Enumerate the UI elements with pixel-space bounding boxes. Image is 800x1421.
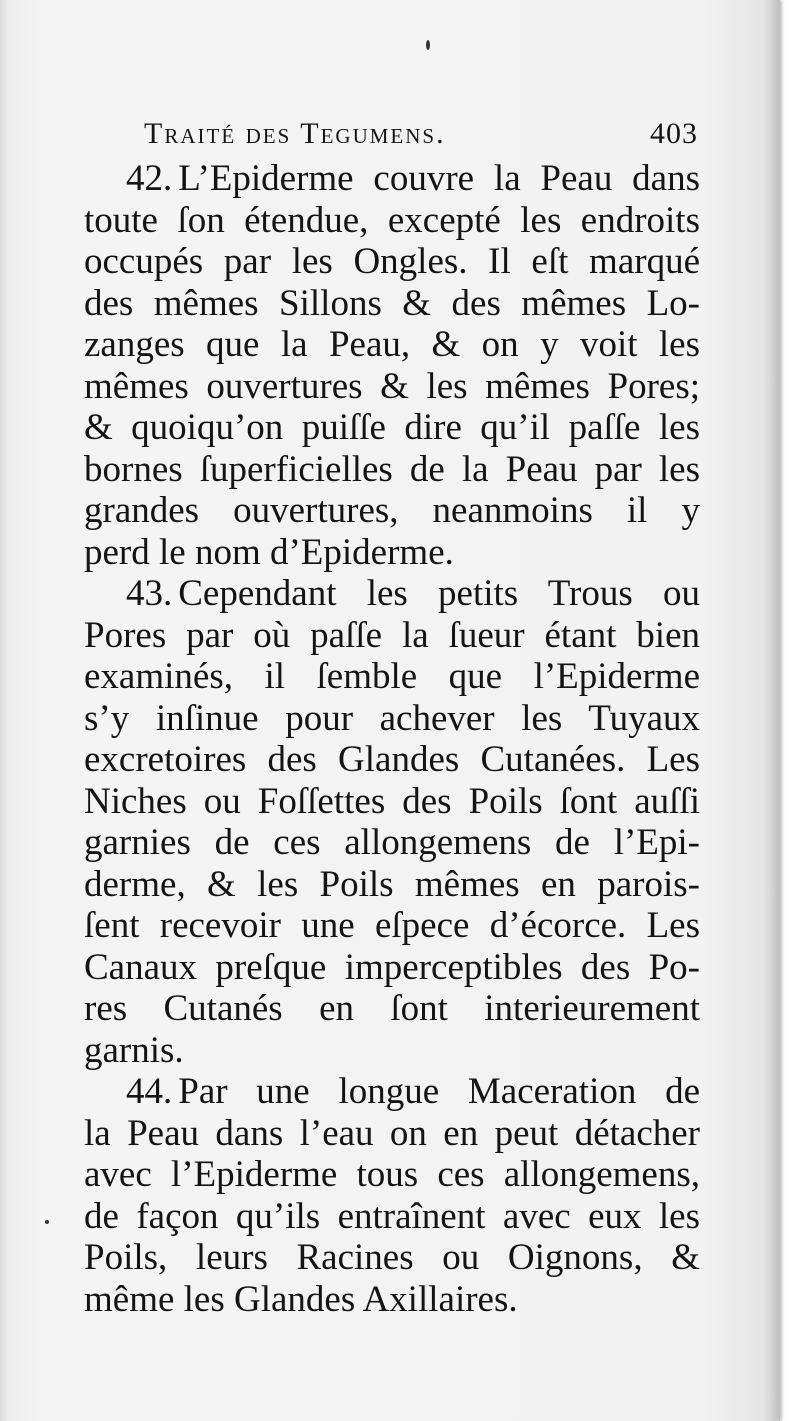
text-line: même les Glandes Axillaires.: [84, 1278, 518, 1320]
text-line: s’y inſinue pour achever les Tuyaux: [84, 697, 700, 739]
text-line: mêmes ouvertures & les mêmes Pores;: [84, 365, 700, 407]
text-line: Niches ou Foſſettes des Poils ſont auſſi: [84, 780, 700, 822]
text-line: occupés par les Ongles. Il eſt marqué: [84, 241, 700, 282]
text-line: Canaux preſque imperceptibles des Po-: [84, 946, 700, 988]
paragraph-42: [84, 158, 700, 573]
ink-speck: [45, 1220, 49, 1224]
text-block: [84, 112, 700, 1320]
text-line: bornes ſuperficielles de la Peau par les: [84, 448, 700, 490]
text-line: 44. Par une longue Maceration de: [126, 1071, 700, 1112]
paragraph-number: 43.: [126, 573, 173, 614]
text-line: Pores par où paſſe la ſueur étant bien: [84, 614, 700, 656]
text-line: toute ſon étendue, excepté les endroits: [84, 199, 700, 241]
text-line: garnis.: [84, 1029, 184, 1071]
text-line: res Cutanés en ſont interieurement: [84, 988, 700, 1029]
text-line: des mêmes Sillons & des mêmes Lo-: [84, 282, 700, 324]
text-line: 43. Cependant les petits Trous ou: [126, 573, 700, 614]
text-line: perd le nom d’Epiderme.: [84, 531, 454, 573]
running-head: [84, 112, 700, 158]
running-title: Traité des Tegumens.: [144, 117, 446, 150]
text-line: ſent recevoir une eſpece d’écorce. Les: [84, 905, 700, 946]
text-line: zanges que la Peau, & on y voit les: [84, 324, 700, 365]
ink-speck: [426, 40, 430, 50]
paragraph-44: [84, 1071, 700, 1320]
text-line: & quoiqu’on puiſſe dire qu’il paſſe les: [84, 407, 700, 448]
text-line: garnies de ces allongemens de l’Epi-: [84, 822, 700, 863]
text-line: examinés, il ſemble que l’Epiderme: [84, 656, 700, 697]
paragraph-number: 44.: [126, 1071, 173, 1112]
text-line: 42. L’Epiderme couvre la Peau dans: [126, 158, 700, 199]
text-line: derme, & les Poils mêmes en parois-: [84, 863, 700, 905]
text-line: Poils, leurs Racines ou Oignons, &: [84, 1237, 700, 1278]
text-line: la Peau dans l’eau on en peut détacher: [84, 1112, 700, 1154]
text-line: de façon qu’ils entraînent avec eux les: [84, 1195, 700, 1237]
paragraph-43: [84, 573, 700, 1071]
text-line: grandes ouvertures, neanmoins il y: [84, 490, 700, 531]
text-line: avec l’Epiderme tous ces allongemens,: [84, 1154, 700, 1195]
text-line: excretoires des Glandes Cutanées. Les: [84, 739, 700, 780]
page-number: 403: [650, 117, 698, 150]
paragraph-number: 42.: [126, 158, 173, 199]
